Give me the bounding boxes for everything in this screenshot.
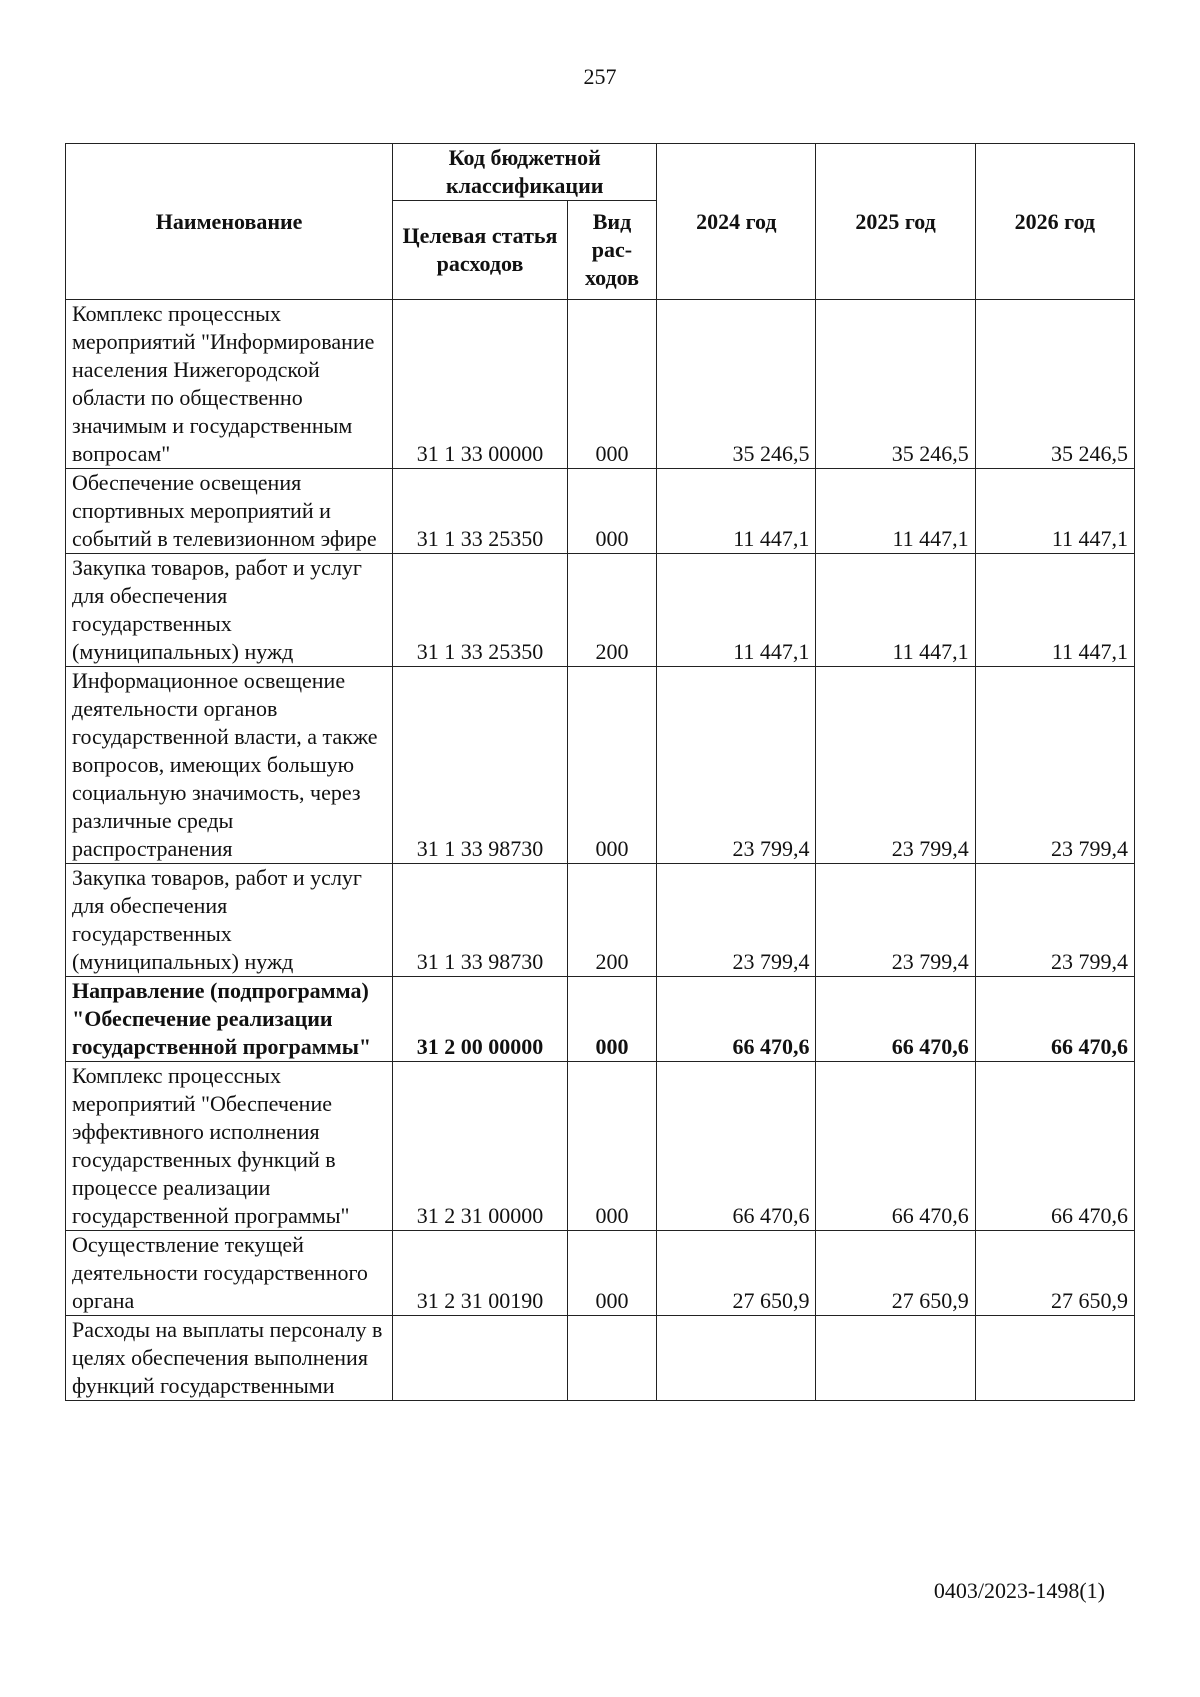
document-number: 0403/2023-1498(1)	[933, 1578, 1105, 1603]
table-row	[66, 554, 1135, 667]
table-row	[66, 1062, 1135, 1231]
row-target-article: 31 1 33 98730	[393, 864, 568, 977]
row-amount-2026: 35 246,5	[975, 300, 1134, 469]
row-amount-2025: 35 246,5	[816, 300, 975, 469]
row-amount-2024: 27 650,9	[657, 1231, 816, 1316]
row-target-article: 31 1 33 25350	[393, 469, 568, 554]
row-amount-2026	[975, 1316, 1134, 1401]
table-row	[66, 469, 1135, 554]
row-amount-2026: 23 799,4	[975, 864, 1134, 977]
table-row	[66, 1316, 1135, 1401]
row-amount-2025: 66 470,6	[816, 977, 975, 1062]
budget-table	[65, 143, 1135, 1401]
row-amount-2024: 23 799,4	[657, 667, 816, 864]
row-amount-2025: 66 470,6	[816, 1062, 975, 1231]
row-amount-2025: 11 447,1	[816, 554, 975, 667]
row-name: Закупка товаров, работ и услуг для обеспечения государственных (муниципальных) нужд	[66, 554, 393, 667]
row-amount-2025: 27 650,9	[816, 1231, 975, 1316]
table-row	[66, 864, 1135, 977]
row-expense-type: 200	[567, 864, 656, 977]
row-expense-type: 000	[567, 977, 656, 1062]
row-name: Закупка товаров, работ и услуг для обеспечения государственных (муниципальных) нужд	[66, 864, 393, 977]
row-name: Информационное освещение деятельности органов государственной власти, а также вопросов, имеющих большую социальную значимость, через различные среды распространения	[66, 667, 393, 864]
row-amount-2025: 23 799,4	[816, 864, 975, 977]
row-amount-2026: 66 470,6	[975, 1062, 1134, 1231]
row-name: Осуществление текущей деятельности государственного органа	[66, 1231, 393, 1316]
row-target-article: 31 1 33 98730	[393, 667, 568, 864]
row-amount-2024: 66 470,6	[657, 977, 816, 1062]
row-amount-2024: 11 447,1	[657, 554, 816, 667]
row-amount-2026: 11 447,1	[975, 554, 1134, 667]
row-expense-type: 000	[567, 300, 656, 469]
table-body	[66, 300, 1135, 1401]
header-kbk-group: Код бюджетной классификации	[393, 144, 657, 201]
header-year-2024: 2024 год	[657, 144, 816, 300]
table-row	[66, 977, 1135, 1062]
row-amount-2026: 27 650,9	[975, 1231, 1134, 1316]
row-target-article: 31 1 33 00000	[393, 300, 568, 469]
row-amount-2026: 66 470,6	[975, 977, 1134, 1062]
row-amount-2025: 23 799,4	[816, 667, 975, 864]
row-expense-type	[567, 1316, 656, 1401]
table-header	[66, 144, 1135, 300]
header-expense-type: Вид рас-ходов	[567, 201, 656, 300]
row-name: Обеспечение освещения спортивных мероприятий и событий в телевизионном эфире	[66, 469, 393, 554]
row-target-article: 31 1 33 25350	[393, 554, 568, 667]
row-amount-2026: 23 799,4	[975, 667, 1134, 864]
header-name: Наименование	[66, 144, 393, 300]
row-amount-2024: 11 447,1	[657, 469, 816, 554]
row-target-article	[393, 1316, 568, 1401]
row-name: Комплекс процессных мероприятий "Информирование населения Нижегородской области по общественно значимым и государственным вопросам"	[66, 300, 393, 469]
row-name: Направление (подпрограмма) "Обеспечение реализации государственной программы"	[66, 977, 393, 1062]
row-target-article: 31 2 00 00000	[393, 977, 568, 1062]
row-amount-2024: 23 799,4	[657, 864, 816, 977]
row-amount-2025: 11 447,1	[816, 469, 975, 554]
row-expense-type: 000	[567, 469, 656, 554]
row-expense-type: 000	[567, 667, 656, 864]
header-target-article: Целевая статья расходов	[393, 201, 568, 300]
row-amount-2026: 11 447,1	[975, 469, 1134, 554]
table-row	[66, 300, 1135, 469]
row-expense-type: 200	[567, 554, 656, 667]
row-expense-type: 000	[567, 1062, 656, 1231]
table-row	[66, 1231, 1135, 1316]
page-number: 257	[583, 64, 617, 89]
row-amount-2024: 35 246,5	[657, 300, 816, 469]
row-amount-2024	[657, 1316, 816, 1401]
row-amount-2024: 66 470,6	[657, 1062, 816, 1231]
header-year-2025: 2025 год	[816, 144, 975, 300]
row-target-article: 31 2 31 00000	[393, 1062, 568, 1231]
row-amount-2025	[816, 1316, 975, 1401]
row-target-article: 31 2 31 00190	[393, 1231, 568, 1316]
header-year-2026: 2026 год	[975, 144, 1134, 300]
row-expense-type: 000	[567, 1231, 656, 1316]
table-row	[66, 667, 1135, 864]
row-name: Комплекс процессных мероприятий "Обеспечение эффективного исполнения государственных функций в процессе реализации государственной программы"	[66, 1062, 393, 1231]
row-name: Расходы на выплаты персоналу в целях обеспечения выполнения функций государственными	[66, 1316, 393, 1401]
